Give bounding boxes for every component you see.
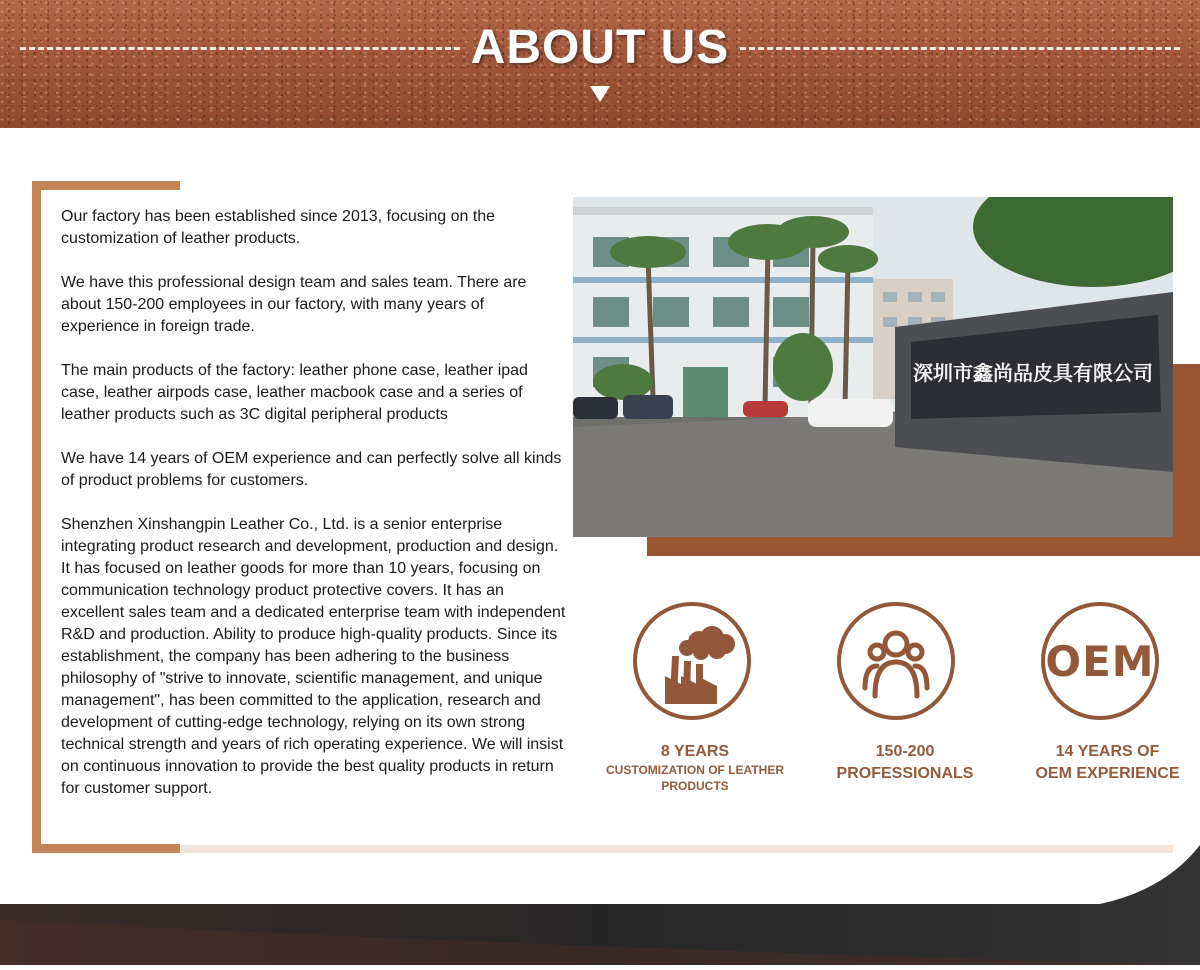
header-dashed-line-left [20, 47, 460, 50]
stat-circle-oem [1041, 602, 1159, 720]
about-paragraph-1: Our factory has been established since 2013, focusing on the customization of leather products. [61, 208, 496, 247]
factory-sign-text: 深圳市鑫尚品皮具有限公司 [913, 361, 1153, 385]
header-banner [0, 0, 1200, 128]
stat-title-years: 8 YEARS [660, 743, 730, 760]
about-paragraph-4: We have 14 years of OEM experience and can perfectly solve all kinds of product problems for customers. [61, 450, 562, 489]
frame-top-bar [32, 181, 180, 190]
down-arrow-icon [590, 86, 610, 102]
about-paragraph-3: The main products of the factory: leather phone case, leather ipad case, leather airpods case, leather macbook case and a series of leather products such as 3C digital peripheral products [61, 362, 528, 423]
factory-icon [637, 606, 747, 716]
footer-decoration [0, 820, 1200, 965]
about-paragraph-2: We have this professional design team and sales team. There are about 150-200 employees in our factory, with many years of experience in foreign trade. [61, 274, 527, 335]
stat-subtitle-professionals: PROFESSIONALS [836, 765, 974, 782]
about-text-block [61, 206, 566, 822]
stat-circle-years [633, 602, 751, 720]
oem-icon: OEM [1045, 636, 1155, 686]
header-dashed-line-right [740, 47, 1180, 50]
team-icon [841, 606, 951, 716]
stat-title-oem: 14 YEARS OF [1055, 743, 1160, 760]
frame-left-bar [32, 181, 41, 853]
stat-circle-team [837, 602, 955, 720]
stat-subtitle-years: CUSTOMIZATION OF LEATHER PRODUCTS [606, 763, 784, 793]
factory-photo [573, 197, 1173, 537]
stat-title-professionals: 150-200 [875, 743, 935, 760]
page-title: ABOUT US [470, 21, 730, 74]
about-paragraph-5: Shenzhen Xinshangpin Leather Co., Ltd. is a senior enterprise integrating product research and development, production and design. It has focused on leather goods for more than 10 years, focusing on communication technology product protective covers. It has an excellent sales team and a dedicated enterprise team with independent R&D and production. Ability to produce high-quality products. Since its establishment, the company has been adhering to the business philosophy of "strive to innovate, scientific management, and unique management", has been committed to the application, research and development of cutting-edge technology, relying on its own strong technical strength and years of rich operating experience. We will insist on continuous innovation to provide the best quality products in return for customer support. [61, 516, 566, 797]
stat-subtitle-oem: OEM EXPERIENCE [1035, 765, 1180, 782]
